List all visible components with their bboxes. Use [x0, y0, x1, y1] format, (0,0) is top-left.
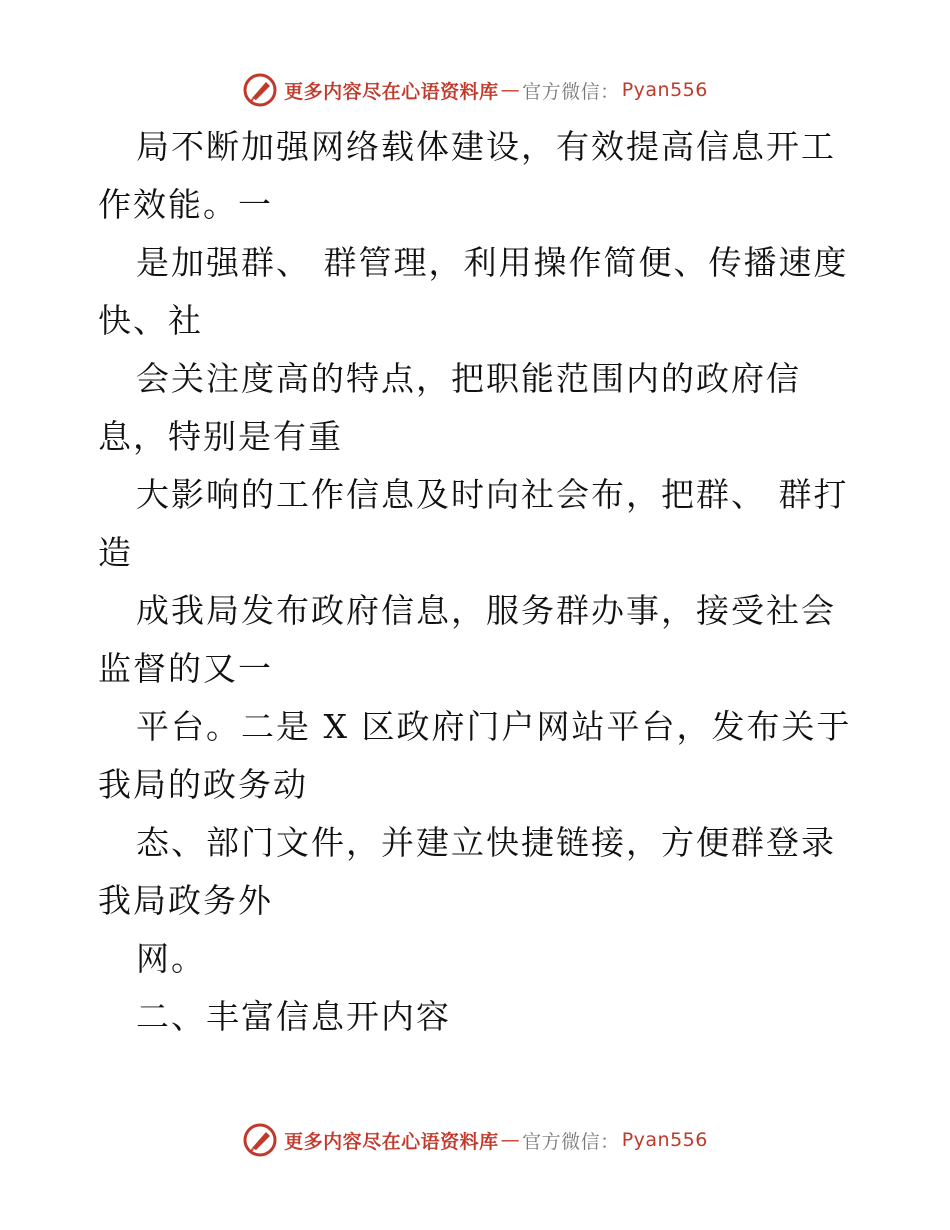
watermark-wechat-id: Pyan556 — [621, 79, 708, 101]
watermark-dash: — — [500, 1129, 521, 1151]
document-body — [98, 118, 858, 1046]
paragraph: 是加强群、 群管理，利用操作简便、传播速度快、社 — [98, 243, 849, 340]
paragraph: 成我局发布政府信息，服务群办事，接受社会监督的又一 — [98, 591, 836, 688]
watermark-brand: 更多内容尽在心语资料库 — [284, 1130, 499, 1153]
paragraph: 网。 — [136, 939, 206, 978]
header-watermark — [0, 70, 950, 110]
watermark-text — [284, 1127, 708, 1154]
watermark-brand: 更多内容尽在心语资料库 — [284, 80, 499, 103]
watermark-dash: — — [500, 79, 521, 101]
footer-watermark — [0, 1120, 950, 1160]
watermark-wechat-id: Pyan556 — [621, 1129, 708, 1151]
watermark-label: 官方微信： — [522, 80, 620, 103]
paragraph: 平台。二是 X 区政府门户网站平台，发布关于我局的政务动 — [98, 707, 852, 804]
paragraph: 会关注度高的特点，把职能范围内的政府信息，特别是有重 — [98, 359, 801, 456]
paragraph: 态、部门文件，并建立快捷链接，方便群登录我局政务外 — [98, 823, 836, 920]
pen-logo-icon — [242, 72, 278, 108]
watermark-label: 官方微信： — [522, 1130, 620, 1153]
section-heading: 二、丰富信息开内容 — [136, 997, 451, 1036]
watermark-text — [284, 77, 708, 104]
pen-logo-icon — [242, 1122, 278, 1158]
paragraph: 局不断加强网络载体建设，有效提高信息开工作效能。一 — [98, 127, 836, 224]
paragraph: 大影响的工作信息及时向社会布，把群、 群打造 — [98, 475, 849, 572]
